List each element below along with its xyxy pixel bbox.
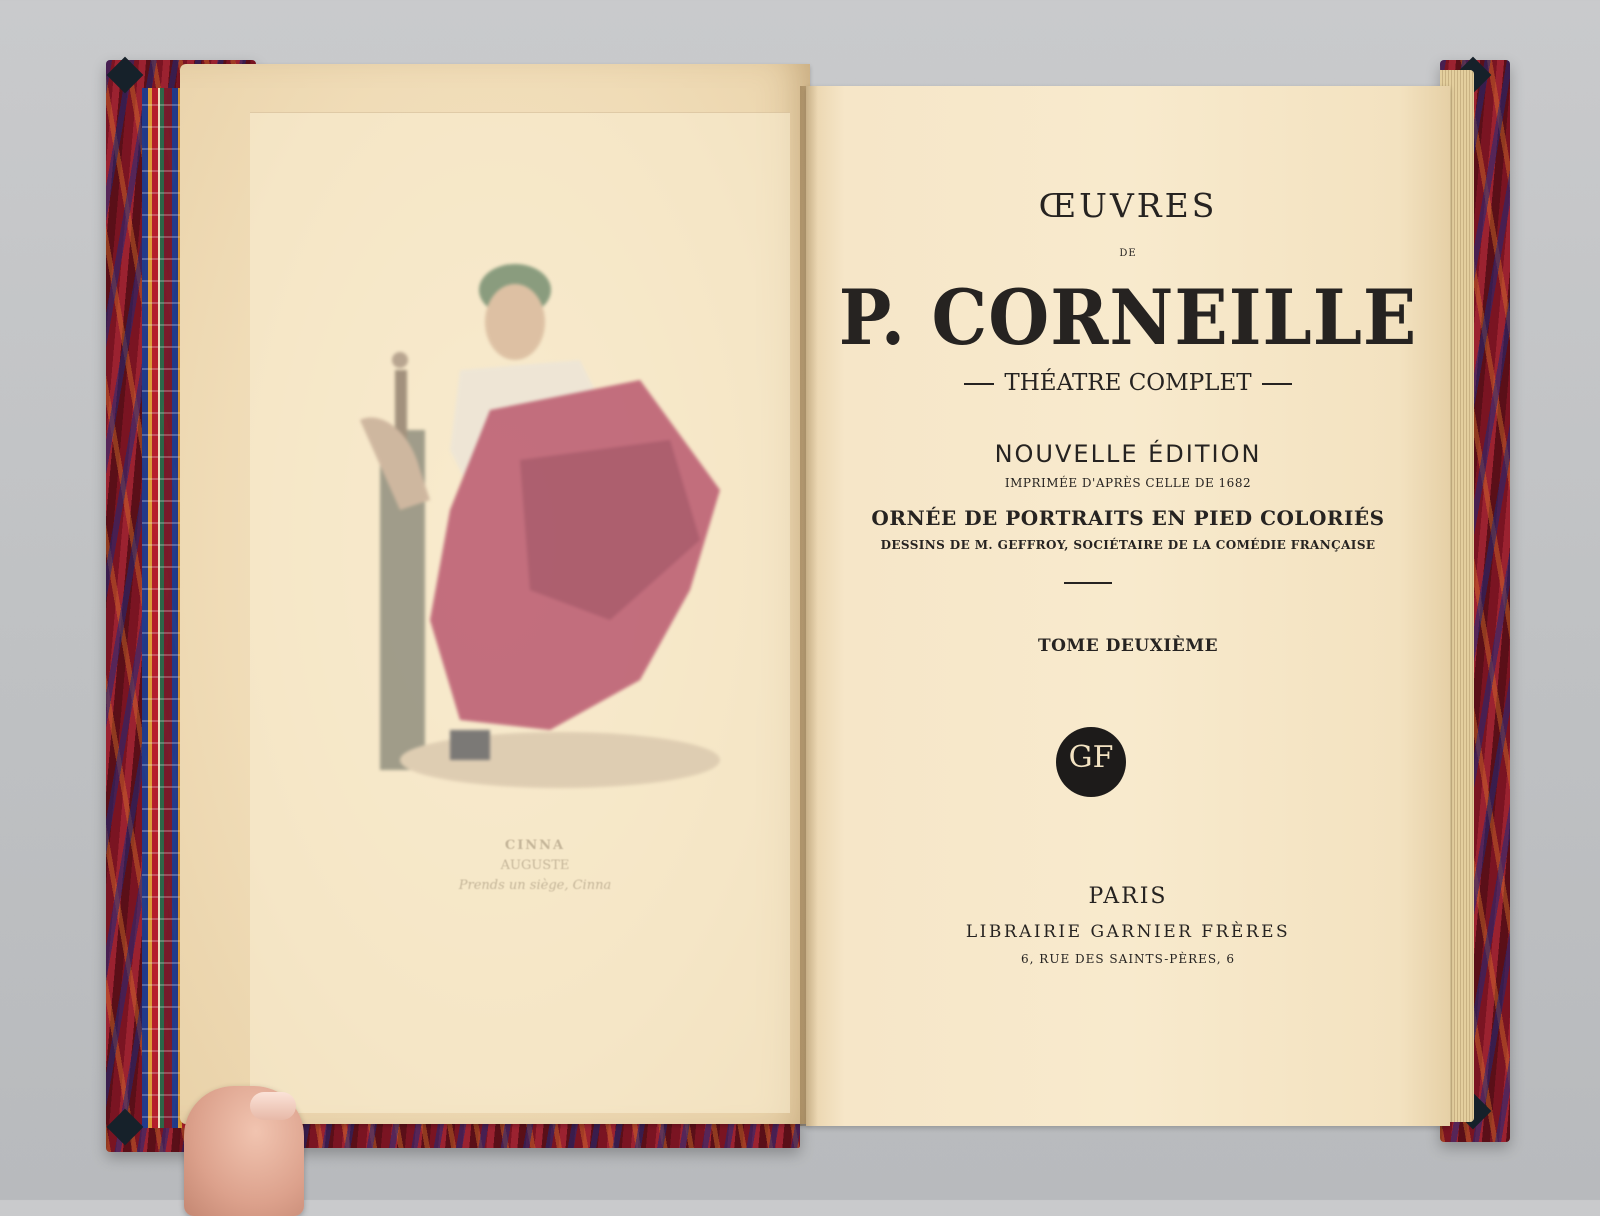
imprint-address: 6, RUE DES SAINTS-PÈRES, 6 xyxy=(1021,952,1235,966)
plate-caption-quote: Prends un siège, Cinna xyxy=(458,878,612,893)
subtitle-theatre xyxy=(806,370,1450,396)
dessins-line: DESSINS DE M. GEFFROY, SOCIÉTAIRE DE LA COMÉDIE FRANÇAISE xyxy=(880,538,1376,552)
ornee-line: ORNÉE DE PORTRAITS EN PIED COLORIÉS xyxy=(871,506,1385,530)
dash-decoration xyxy=(1262,383,1292,385)
publisher-monogram: GF xyxy=(1068,740,1114,775)
page-gutter-shadow xyxy=(800,86,818,1126)
title-oeuvres: ŒUVRES xyxy=(1038,186,1218,225)
frontispiece-figure xyxy=(340,260,760,800)
divider-rule xyxy=(1064,582,1112,584)
title-de: DE xyxy=(1119,248,1137,259)
imprint-city: PARIS xyxy=(1088,884,1168,909)
edition-line: NOUVELLE ÉDITION xyxy=(994,440,1262,468)
plate-caption-play: CINNA xyxy=(504,838,566,853)
title-author: P. CORNEILLE xyxy=(838,272,1418,363)
subtitle-theatre-text: THÉATRE COMPLET xyxy=(1004,370,1252,396)
dash-decoration xyxy=(964,383,994,385)
plate-caption xyxy=(430,836,640,896)
title-page xyxy=(806,86,1450,1126)
plate-caption-character: AUGUSTE xyxy=(500,858,570,873)
tome-line: TOME DEUXIÈME xyxy=(1037,636,1219,656)
imprint-line: IMPRIMÉE D'APRÈS CELLE DE 1682 xyxy=(1004,476,1252,490)
thumbnail-nail xyxy=(250,1092,296,1120)
imprint-publisher: LIBRAIRIE GARNIER FRÈRES xyxy=(965,922,1291,942)
